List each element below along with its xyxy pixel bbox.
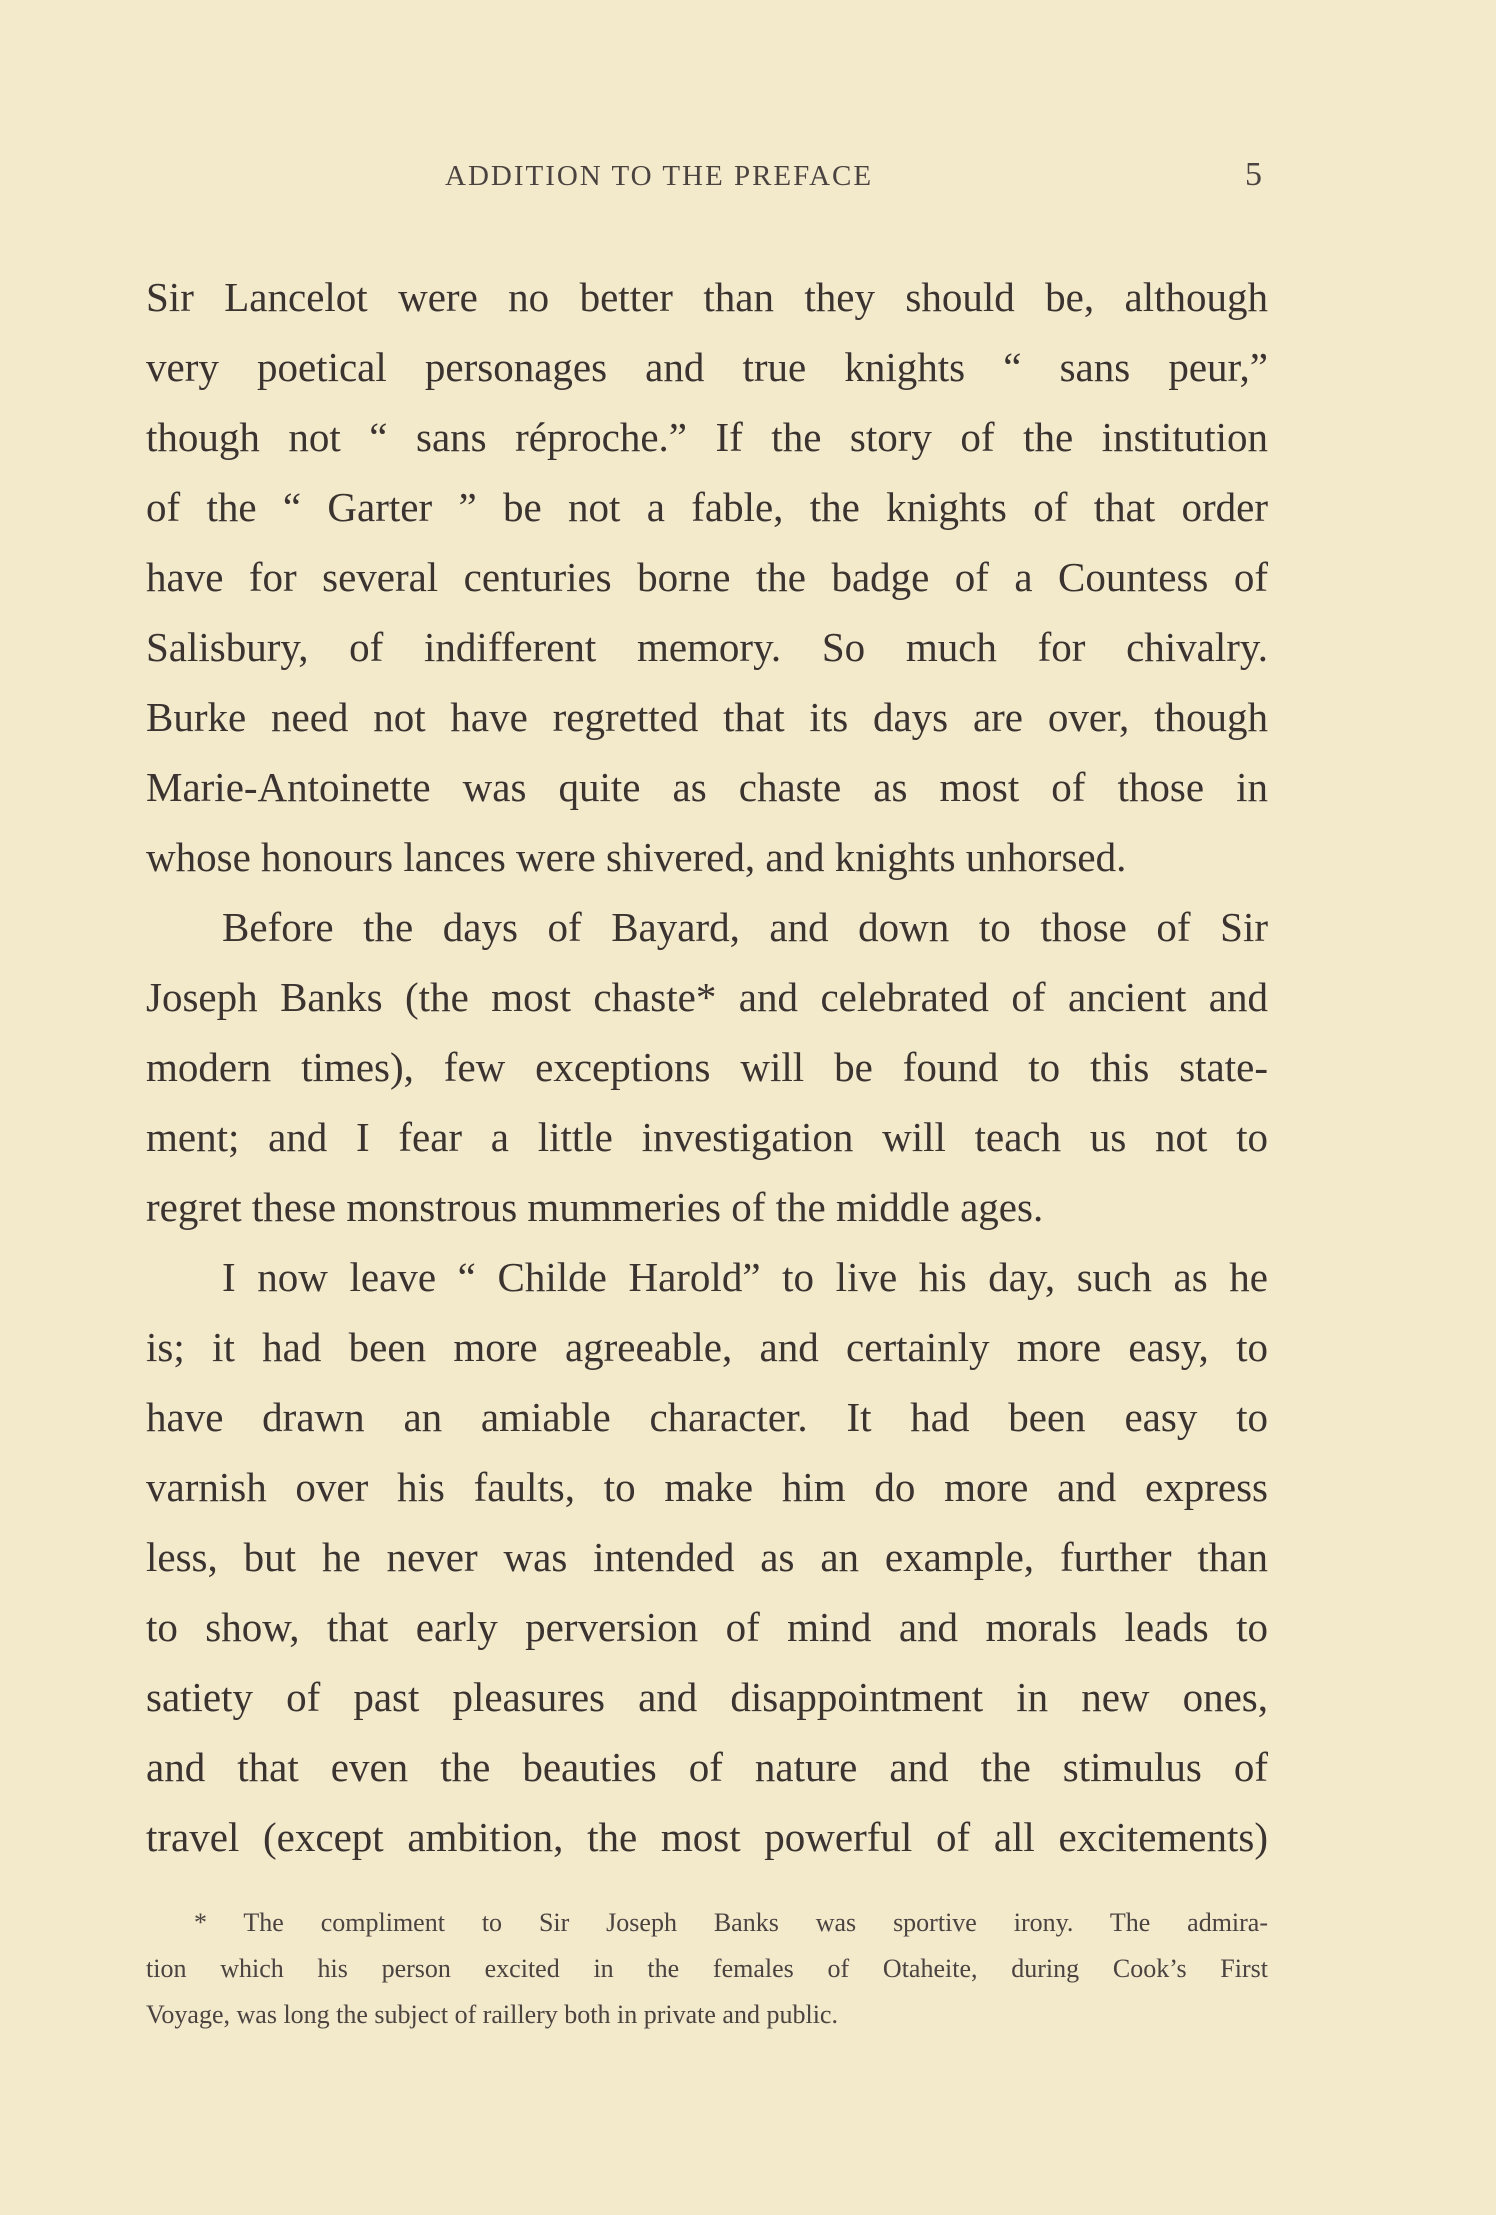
text-line: Marie-Antoinette was quite as chaste as most of those in	[146, 764, 1268, 810]
text-line: Sir Lancelot were no better than they should be, although	[146, 274, 1268, 320]
text-line: Burke need not have regretted that its days are over, though	[146, 694, 1268, 740]
footnote	[146, 1900, 1268, 2038]
text-line: very poetical personages and true knights “ sans peur,”	[146, 344, 1268, 390]
footnote-line: tion which his person excited in the females of Otaheite, during Cook’s First	[146, 1954, 1268, 1983]
running-title: ADDITION TO THE PREFACE	[445, 160, 874, 192]
text-line: Before the days of Bayard, and down to those of Sir	[222, 904, 1268, 950]
text-line: whose honours lances were shivered, and knights unhorsed.	[146, 834, 1127, 880]
text-line: is; it had been more agreeable, and certainly more easy, to	[146, 1324, 1268, 1370]
text-line: modern times), few exceptions will be found to this state-	[146, 1044, 1268, 1090]
text-line: though not “ sans réproche.” If the story of the institution	[146, 414, 1268, 460]
text-line: of the “ Garter ” be not a fable, the knights of that order	[146, 484, 1268, 530]
text-line: have drawn an amiable character. It had been easy to	[146, 1394, 1268, 1440]
text-line: travel (except ambition, the most powerful of all excitements)	[146, 1814, 1268, 1860]
text-line: and that even the beauties of nature and the stimulus of	[146, 1744, 1268, 1790]
text-line: less, but he never was intended as an example, further than	[146, 1534, 1268, 1580]
body-text	[146, 262, 1268, 1872]
text-line: Joseph Banks (the most chaste* and celebrated of ancient and	[146, 974, 1268, 1020]
text-line: satiety of past pleasures and disappointment in new ones,	[146, 1674, 1268, 1720]
footnote-line: * The compliment to Sir Joseph Banks was sportive irony. The admira-	[194, 1908, 1268, 1937]
text-line: have for several centuries borne the badge of a Countess of	[146, 554, 1268, 600]
text-line: varnish over his faults, to make him do more and express	[146, 1464, 1268, 1510]
page-number: 5	[1245, 156, 1262, 193]
text-line: regret these monstrous mummeries of the middle ages.	[146, 1184, 1044, 1230]
footnote-line: Voyage, was long the subject of raillery both in private and public.	[146, 2000, 838, 2029]
text-line: ment; and I fear a little investigation will teach us not to	[146, 1114, 1268, 1160]
text-line: to show, that early perversion of mind and morals leads to	[146, 1604, 1268, 1650]
text-line: I now leave “ Childe Harold” to live his day, such as he	[222, 1254, 1268, 1300]
text-line: Salisbury, of indifferent memory. So much for chivalry.	[146, 624, 1268, 670]
